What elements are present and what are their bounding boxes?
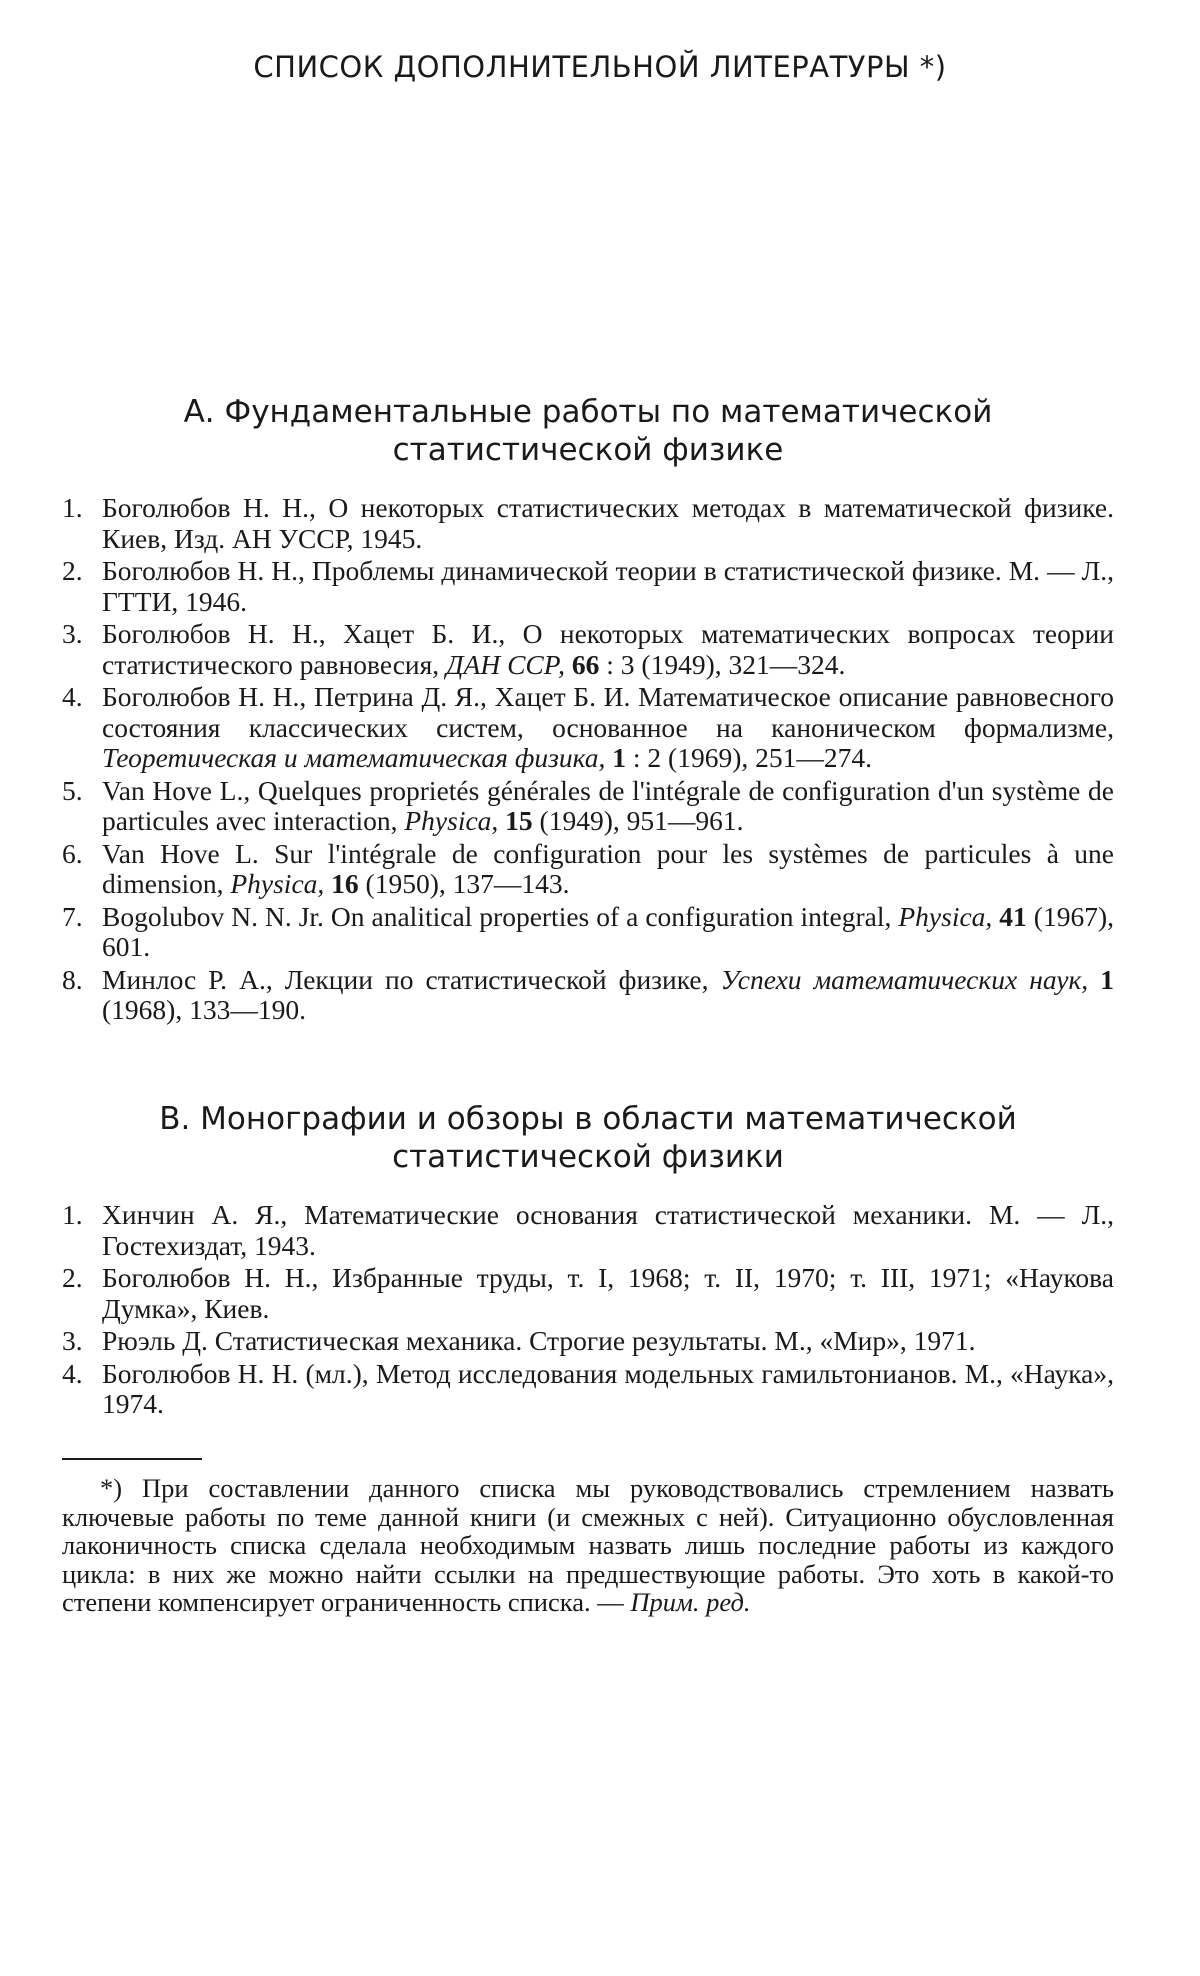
reference-item bbox=[62, 556, 1114, 617]
reference-journal: ДАН ССР, bbox=[446, 648, 566, 680]
reference-number: 8. bbox=[62, 963, 83, 995]
footnote bbox=[62, 1458, 1114, 1617]
reference-volume: 1 bbox=[605, 742, 627, 773]
reference-number: 2. bbox=[62, 555, 83, 586]
reference-item bbox=[62, 1200, 1114, 1261]
reference-item bbox=[62, 776, 1114, 837]
section-b bbox=[62, 1100, 1114, 1422]
section-a-title-line2: статистической физике bbox=[392, 432, 784, 468]
reference-pages: (1967), 601. bbox=[102, 900, 1114, 962]
reference-number: 1. bbox=[62, 1199, 83, 1230]
reference-number: 2. bbox=[62, 1262, 83, 1293]
reference-journal: Успехи математических наук, bbox=[720, 963, 1089, 995]
reference-volume: 16 bbox=[324, 868, 359, 899]
reference-journal: Physica, bbox=[898, 900, 993, 932]
reference-volume: 41 bbox=[992, 900, 1027, 932]
reference-text: Боголюбов Н. Н., О некоторых статистических методах в математической физике. Киев, Изд. АН УССР, 1945. bbox=[102, 492, 1114, 554]
section-a bbox=[62, 393, 1114, 1028]
reference-text: Боголюбов Н. Н., Проблемы динамической теории в статистической физике. М. — Л., ГТТИ, 1946. bbox=[102, 555, 1114, 617]
reference-item bbox=[62, 619, 1114, 680]
reference-item bbox=[62, 493, 1114, 554]
reference-text: Боголюбов Н. Н., Хацет Б. И., О некоторых математических вопросах теории статистического равновесия, bbox=[102, 618, 1114, 680]
section-b-reference-list bbox=[62, 1200, 1114, 1420]
reference-journal: Physica, bbox=[404, 805, 499, 836]
reference-number: 5. bbox=[62, 774, 83, 806]
reference-pages: (1950), 137—143. bbox=[358, 868, 570, 899]
reference-number: 4. bbox=[62, 681, 83, 712]
reference-volume: 66 bbox=[565, 648, 600, 680]
footnote-body: *) При составлении данного списка мы руководствовались стремлением назвать ключевые работы по теме данной книги (и смежных с ней). Ситуационно обусловленная лаконичность списка сделала необходимым назвать лишь последние работы из каждого цикла: в них же можно найти ссылки на предшествующие работы. Это хоть в какой-то степени компенсирует ограниченность списка. — bbox=[62, 1473, 1114, 1617]
section-b-title bbox=[62, 1100, 1114, 1176]
reference-item bbox=[62, 839, 1114, 900]
reference-text: Минлос Р. А., Лекции по статистической физике, bbox=[102, 963, 721, 995]
reference-text: Боголюбов Н. Н. (мл.), Метод исследования модельных гамильтонианов. М., «Наука», 1974. bbox=[102, 1357, 1114, 1419]
reference-item bbox=[62, 1326, 1114, 1357]
footnote-text bbox=[62, 1474, 1114, 1617]
section-b-title-line1: B. Монографии и обзоры в области математической bbox=[159, 1101, 1017, 1137]
reference-number: 3. bbox=[62, 1325, 83, 1356]
reference-journal: Теоретическая и математическая физика, bbox=[102, 742, 606, 773]
section-a-reference-list bbox=[62, 493, 1114, 1026]
reference-text: Van Hove L. Sur l'intégrale de configuration pour les systèmes de particules à une dimension, bbox=[102, 837, 1114, 899]
reference-text: Van Hove L., Quelques proprietés générales de l'intégrale de configuration d'un système de particules avec interaction, bbox=[102, 774, 1114, 836]
footnote-divider bbox=[62, 1458, 202, 1460]
reference-item bbox=[62, 1263, 1114, 1324]
reference-text: Боголюбов Н. Н., Петрина Д. Я., Хацет Б. И. Математическое описание равновесного состояния классических систем, основанное на каноническом формализме, bbox=[102, 681, 1114, 743]
reference-volume: 15 bbox=[498, 805, 533, 836]
reference-pages: : 2 (1969), 251—274. bbox=[626, 742, 872, 773]
reference-number: 1. bbox=[62, 492, 83, 523]
section-a-title-line1: А. Фундаментальные работы по математической bbox=[183, 394, 993, 430]
reference-item bbox=[62, 682, 1114, 774]
reference-text: Хинчин А. Я., Математические основания статистической механики. М. — Л., Гостехиздат, 1943. bbox=[102, 1199, 1114, 1261]
reference-item bbox=[62, 965, 1114, 1026]
reference-number: 6. bbox=[62, 837, 83, 869]
reference-pages: : 3 (1949), 321—324. bbox=[599, 648, 846, 680]
reference-text: Боголюбов Н. Н., Избранные труды, т. I, 1968; т. II, 1970; т. III, 1971; «Наукова Думка», Киев. bbox=[102, 1262, 1114, 1324]
reference-text: Рюэль Д. Статистическая механика. Строгие результаты. М., «Мир», 1971. bbox=[102, 1325, 976, 1356]
reference-number: 3. bbox=[62, 618, 83, 649]
reference-number: 4. bbox=[62, 1357, 83, 1389]
section-b-title-line2: статистической физики bbox=[392, 1139, 784, 1175]
page-title: СПИСОК ДОПОЛНИТЕЛЬНОЙ ЛИТЕРАТУРЫ *) bbox=[253, 50, 947, 84]
reference-pages: (1949), 951—961. bbox=[532, 805, 744, 836]
reference-pages: (1968), 133—190. bbox=[102, 994, 306, 1025]
reference-journal: Physica, bbox=[230, 868, 325, 899]
section-a-title bbox=[62, 393, 1114, 469]
reference-number: 7. bbox=[62, 900, 83, 932]
reference-item bbox=[62, 902, 1114, 963]
reference-volume: 1 bbox=[1088, 963, 1114, 995]
reference-text: Bogolubov N. N. Jr. On analitical properties of a configuration integral, bbox=[102, 900, 899, 932]
reference-item bbox=[62, 1359, 1114, 1420]
footnote-editor-note: Прим. ред. bbox=[630, 1587, 751, 1617]
